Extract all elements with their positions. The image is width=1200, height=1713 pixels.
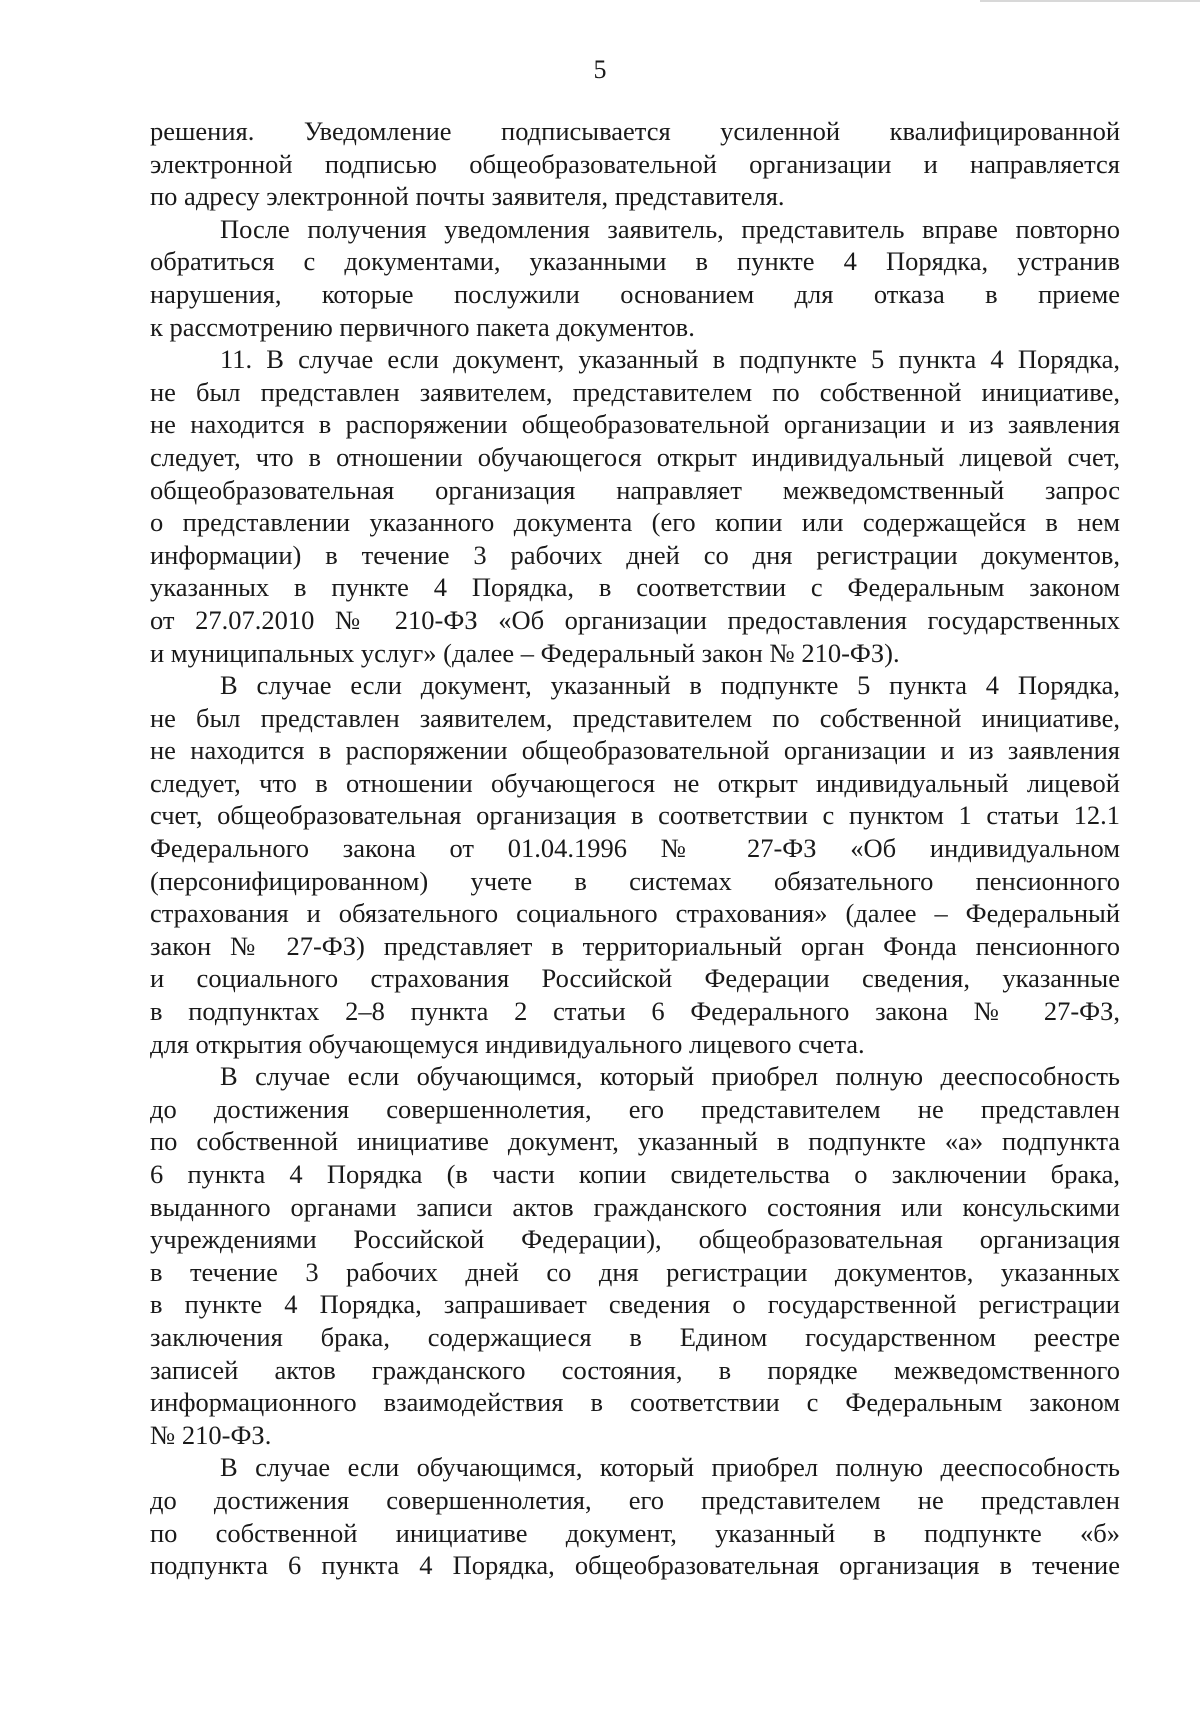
text-line: по собственной инициативе документ, указанный в подпункте «а» подпункта bbox=[150, 1126, 1120, 1157]
text-line: информации) в течение 3 рабочих дней со дня регистрации документов, bbox=[150, 539, 1120, 570]
text-line: 11. В случае если документ, указанный в подпункте 5 пункта 4 Порядка, bbox=[220, 344, 1120, 375]
text-line: записей актов гражданского состояния, в порядке межведомственного bbox=[150, 1354, 1120, 1385]
text-line: В случае если документ, указанный в подпункте 5 пункта 4 Порядка, bbox=[220, 670, 1120, 701]
text-line: (персонифицированном) учете в системах обязательного пенсионного bbox=[150, 865, 1120, 896]
text-line: по адресу электронной почты заявителя, представителя. bbox=[150, 181, 785, 212]
text-line: информационного взаимодействия в соответствии с Федеральным законом bbox=[150, 1387, 1120, 1418]
text-line: общеобразовательная организация направляет межведомственный запрос bbox=[150, 474, 1120, 505]
text-line: до достижения совершеннолетия, его представителем не представлен bbox=[150, 1093, 1120, 1124]
text-line: к рассмотрению первичного пакета документов. bbox=[150, 311, 695, 342]
text-line: выданного органами записи актов гражданского состояния или консульскими bbox=[150, 1191, 1120, 1222]
text-line: решения. Уведомление подписывается усиленной квалифицированной bbox=[150, 116, 1120, 146]
page-number: 5 bbox=[593, 55, 607, 84]
text-line: в пункте 4 Порядка, запрашивает сведения о государственной регистрации bbox=[150, 1289, 1120, 1320]
text-line: следует, что в отношении обучающегося открыт индивидуальный лицевой счет, bbox=[150, 441, 1120, 472]
text-line: подпункта 6 пункта 4 Порядка, общеобразовательная организация в течение bbox=[150, 1550, 1120, 1581]
text-line: и муниципальных услуг» (далее – Федеральный закон № 210-ФЗ). bbox=[150, 637, 900, 668]
text-line: в подпунктах 2–8 пункта 2 статьи 6 Федерального закона № 27-ФЗ, bbox=[150, 996, 1120, 1027]
text-line: В случае если обучающимся, который приобрел полную дееспособность bbox=[220, 1061, 1120, 1092]
text-line: счет, общеобразовательная организация в соответствии с пунктом 1 статьи 12.1 bbox=[150, 800, 1120, 831]
text-line: После получения уведомления заявитель, представитель вправе повторно bbox=[220, 213, 1120, 244]
text-line: от 27.07.2010 № 210-ФЗ «Об организации предоставления государственных bbox=[150, 604, 1120, 635]
text-line: следует, что в отношении обучающегося не открыт индивидуальный лицевой bbox=[150, 767, 1120, 798]
text-line: не находится в распоряжении общеобразовательной организации и из заявления bbox=[150, 409, 1120, 440]
text-line: не был представлен заявителем, представителем по собственной инициативе, bbox=[150, 702, 1120, 733]
text-line: нарушения, которые послужили основанием для отказа в приеме bbox=[150, 278, 1120, 309]
text-line: 6 пункта 4 Порядка (в части копии свидетельства о заключении брака, bbox=[150, 1159, 1120, 1189]
text-line: и социального страхования Российской Федерации сведения, указанные bbox=[150, 963, 1120, 994]
text-line: по собственной инициативе документ, указанный в подпункте «б» bbox=[150, 1517, 1120, 1548]
text-line: В случае если обучающимся, который приобрел полную дееспособность bbox=[220, 1452, 1120, 1483]
text-line: электронной подписью общеобразовательной организации и направляется bbox=[150, 148, 1120, 179]
text-line: заключения брака, содержащиеся в Едином государственном реестре bbox=[150, 1321, 1120, 1352]
scan-edge-line bbox=[980, 0, 1200, 2]
text-line: обратиться с документами, указанными в пункте 4 Порядка, устранив bbox=[150, 246, 1120, 277]
text-line: в течение 3 рабочих дней со дня регистрации документов, указанных bbox=[150, 1256, 1120, 1287]
text-line: страхования и обязательного социального страхования» (далее – Федеральный bbox=[150, 898, 1120, 929]
text-line: указанных в пункте 4 Порядка, в соответствии с Федеральным законом bbox=[150, 572, 1120, 603]
text-line: до достижения совершеннолетия, его представителем не представлен bbox=[150, 1484, 1120, 1515]
text-line: Федерального закона от 01.04.1996 № 27-ФЗ «Об индивидуальном bbox=[150, 833, 1120, 864]
document-body bbox=[150, 115, 1120, 1582]
text-line: для открытия обучающемуся индивидуального лицевого счета. bbox=[150, 1028, 865, 1059]
text-line: не был представлен заявителем, представителем по собственной инициативе, bbox=[150, 376, 1120, 407]
text-line: не находится в распоряжении общеобразовательной организации и из заявления bbox=[150, 735, 1120, 766]
text-line: закон № 27-ФЗ) представляет в территориальный орган Фонда пенсионного bbox=[150, 930, 1120, 961]
text-line: о представлении указанного документа (его копии или содержащейся в нем bbox=[150, 507, 1120, 538]
text-line: № 210-ФЗ. bbox=[150, 1419, 272, 1450]
text-line: учреждениями Российской Федерации), общеобразовательная организация bbox=[150, 1224, 1120, 1255]
